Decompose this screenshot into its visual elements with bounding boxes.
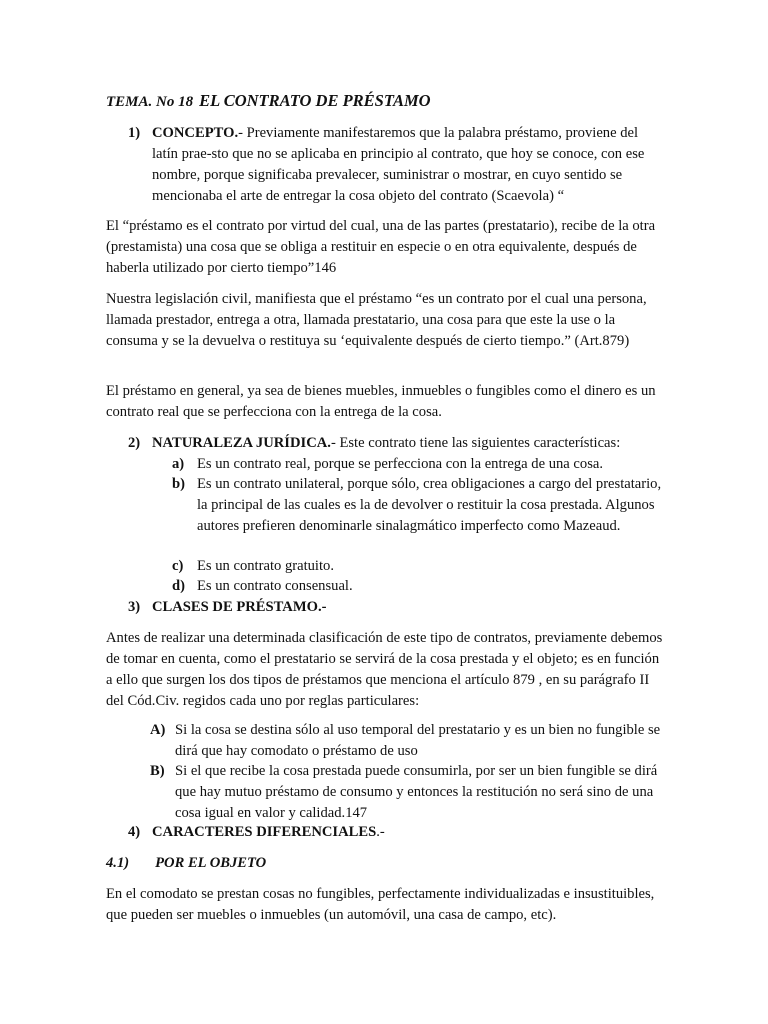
list-item-A bbox=[150, 720, 668, 762]
list-item-c-label: c) bbox=[172, 558, 184, 574]
list-item-d-label: d) bbox=[172, 578, 185, 594]
subsection-4-1-heading: POR EL OBJETO bbox=[155, 855, 267, 871]
paragraph-general: El préstamo en general, ya sea de bienes muebles, inmuebles o fungibles como el dinero es un contrato real que se perfecciona con la entrega de la cosa. bbox=[106, 383, 656, 420]
section-1-number: 1) bbox=[128, 125, 141, 141]
section-2 bbox=[106, 433, 666, 454]
section-3-body bbox=[152, 597, 666, 618]
list-item-B bbox=[150, 761, 668, 824]
section-3-number: 3) bbox=[128, 599, 141, 615]
list-item-c bbox=[172, 556, 668, 577]
paragraph-legislation: Nuestra legislación civil, manifiesta que el préstamo “es un contrato por el cual una persona, llamada prestador, entrega a otra, llamada prestatario, una cosa para que este la use o la consuma y se la devuelva o restituya su ‘equivalente después de cierto tiempo.” (Art.879) bbox=[106, 291, 647, 349]
section-4-tail: .- bbox=[376, 824, 385, 840]
subsection-4-1 bbox=[106, 853, 666, 874]
section-2-heading: NATURALEZA JURÍDICA. bbox=[152, 435, 331, 451]
list-item-A-label: A) bbox=[150, 722, 166, 738]
section-3-heading: CLASES DE PRÉSTAMO. bbox=[152, 599, 322, 615]
section-2-text: - Este contrato tiene las siguientes características: bbox=[330, 435, 621, 451]
list-item-A-text: Si la cosa se destina sólo al uso temporal del prestatario y es un bien no fungible se dirá que hay comodato o préstamo de uso bbox=[175, 722, 661, 759]
list-item-b-text: Es un contrato unilateral, porque sólo, crea obligaciones a cargo del prestatario, la principal de las cuales es la de devolver o restituir la cosa prestada. Algunos autores prefieren denominarle sinalagmático imperfecto como Mazeaud. bbox=[197, 476, 662, 534]
section-1-body bbox=[152, 123, 666, 207]
list-item-d bbox=[172, 576, 668, 597]
title-main: EL CONTRATO DE PRÉSTAMO bbox=[199, 91, 431, 110]
list-item-B-label: B) bbox=[150, 763, 165, 779]
list-item-b-label: b) bbox=[172, 476, 185, 492]
list-item-d-text: Es un contrato consensual. bbox=[197, 578, 353, 594]
section-2-body bbox=[152, 433, 666, 454]
section-4 bbox=[106, 822, 666, 843]
subsection-4-1-number: 4.1) bbox=[106, 855, 130, 871]
section-4-heading: CARACTERES DIFERENCIALES bbox=[152, 824, 377, 840]
section-3-tail: - bbox=[321, 599, 327, 615]
paragraph-object: En el comodato se prestan cosas no fungibles, perfectamente individualizadas e insustituibles, que pueden ser muebles o inmuebles (un automóvil, una casa de campo, etc). bbox=[106, 886, 655, 923]
section-1-text: - Previamente manifestaremos que la palabra préstamo, proviene del latín prae-sto que no se aplicaba en principio al contrato, que hoy se conoce, con ese nombre, porque significaba prevalecer, suministrar o mostrar, en cuyo sentido se mencionaba el arte de entregar la cosa objeto del contrato (Scaevola) “ bbox=[152, 125, 645, 204]
section-4-number: 4) bbox=[128, 824, 141, 840]
list-item-a-text: Es un contrato real, porque se perfecciona con la entrega de una cosa. bbox=[197, 456, 604, 472]
paragraph-classification: Antes de realizar una determinada clasificación de este tipo de contratos, previamente debemos de tomar en cuenta, como el prestatario se servirá de la cosa prestada y el objeto; es en función a ello que surgen los dos tipos de préstamos que menciona el artículo 879 , en su parágrafo II del Cód.Civ. regidos cada uno por reglas particulares: bbox=[106, 630, 663, 709]
page-title bbox=[106, 90, 666, 113]
section-4-body bbox=[152, 822, 666, 843]
section-2-number: 2) bbox=[128, 435, 141, 451]
list-item-b bbox=[172, 474, 668, 537]
list-item-c-text: Es un contrato gratuito. bbox=[197, 558, 334, 574]
paragraph-definition: El “préstamo es el contrato por virtud del cual, una de las partes (prestatario), recibe de la otra (prestamista) una cosa que se obliga a restituir en especie o en otra equivalente, después de haberla utilizado por cierto tiempo”146 bbox=[106, 218, 656, 276]
section-1 bbox=[106, 123, 666, 207]
list-item-a bbox=[172, 454, 668, 475]
section-1-heading: CONCEPTO. bbox=[152, 125, 239, 141]
section-3 bbox=[106, 597, 666, 618]
list-item-a-label: a) bbox=[172, 456, 185, 472]
list-item-B-text: Si el que recibe la cosa prestada puede consumirla, por ser un bien fungible se dirá que hay mutuo préstamo de consumo y entonces la restitución no será sino de una cosa igual en valor y calidad.147 bbox=[175, 763, 658, 821]
title-prefix: TEMA. No 18 bbox=[106, 94, 194, 110]
